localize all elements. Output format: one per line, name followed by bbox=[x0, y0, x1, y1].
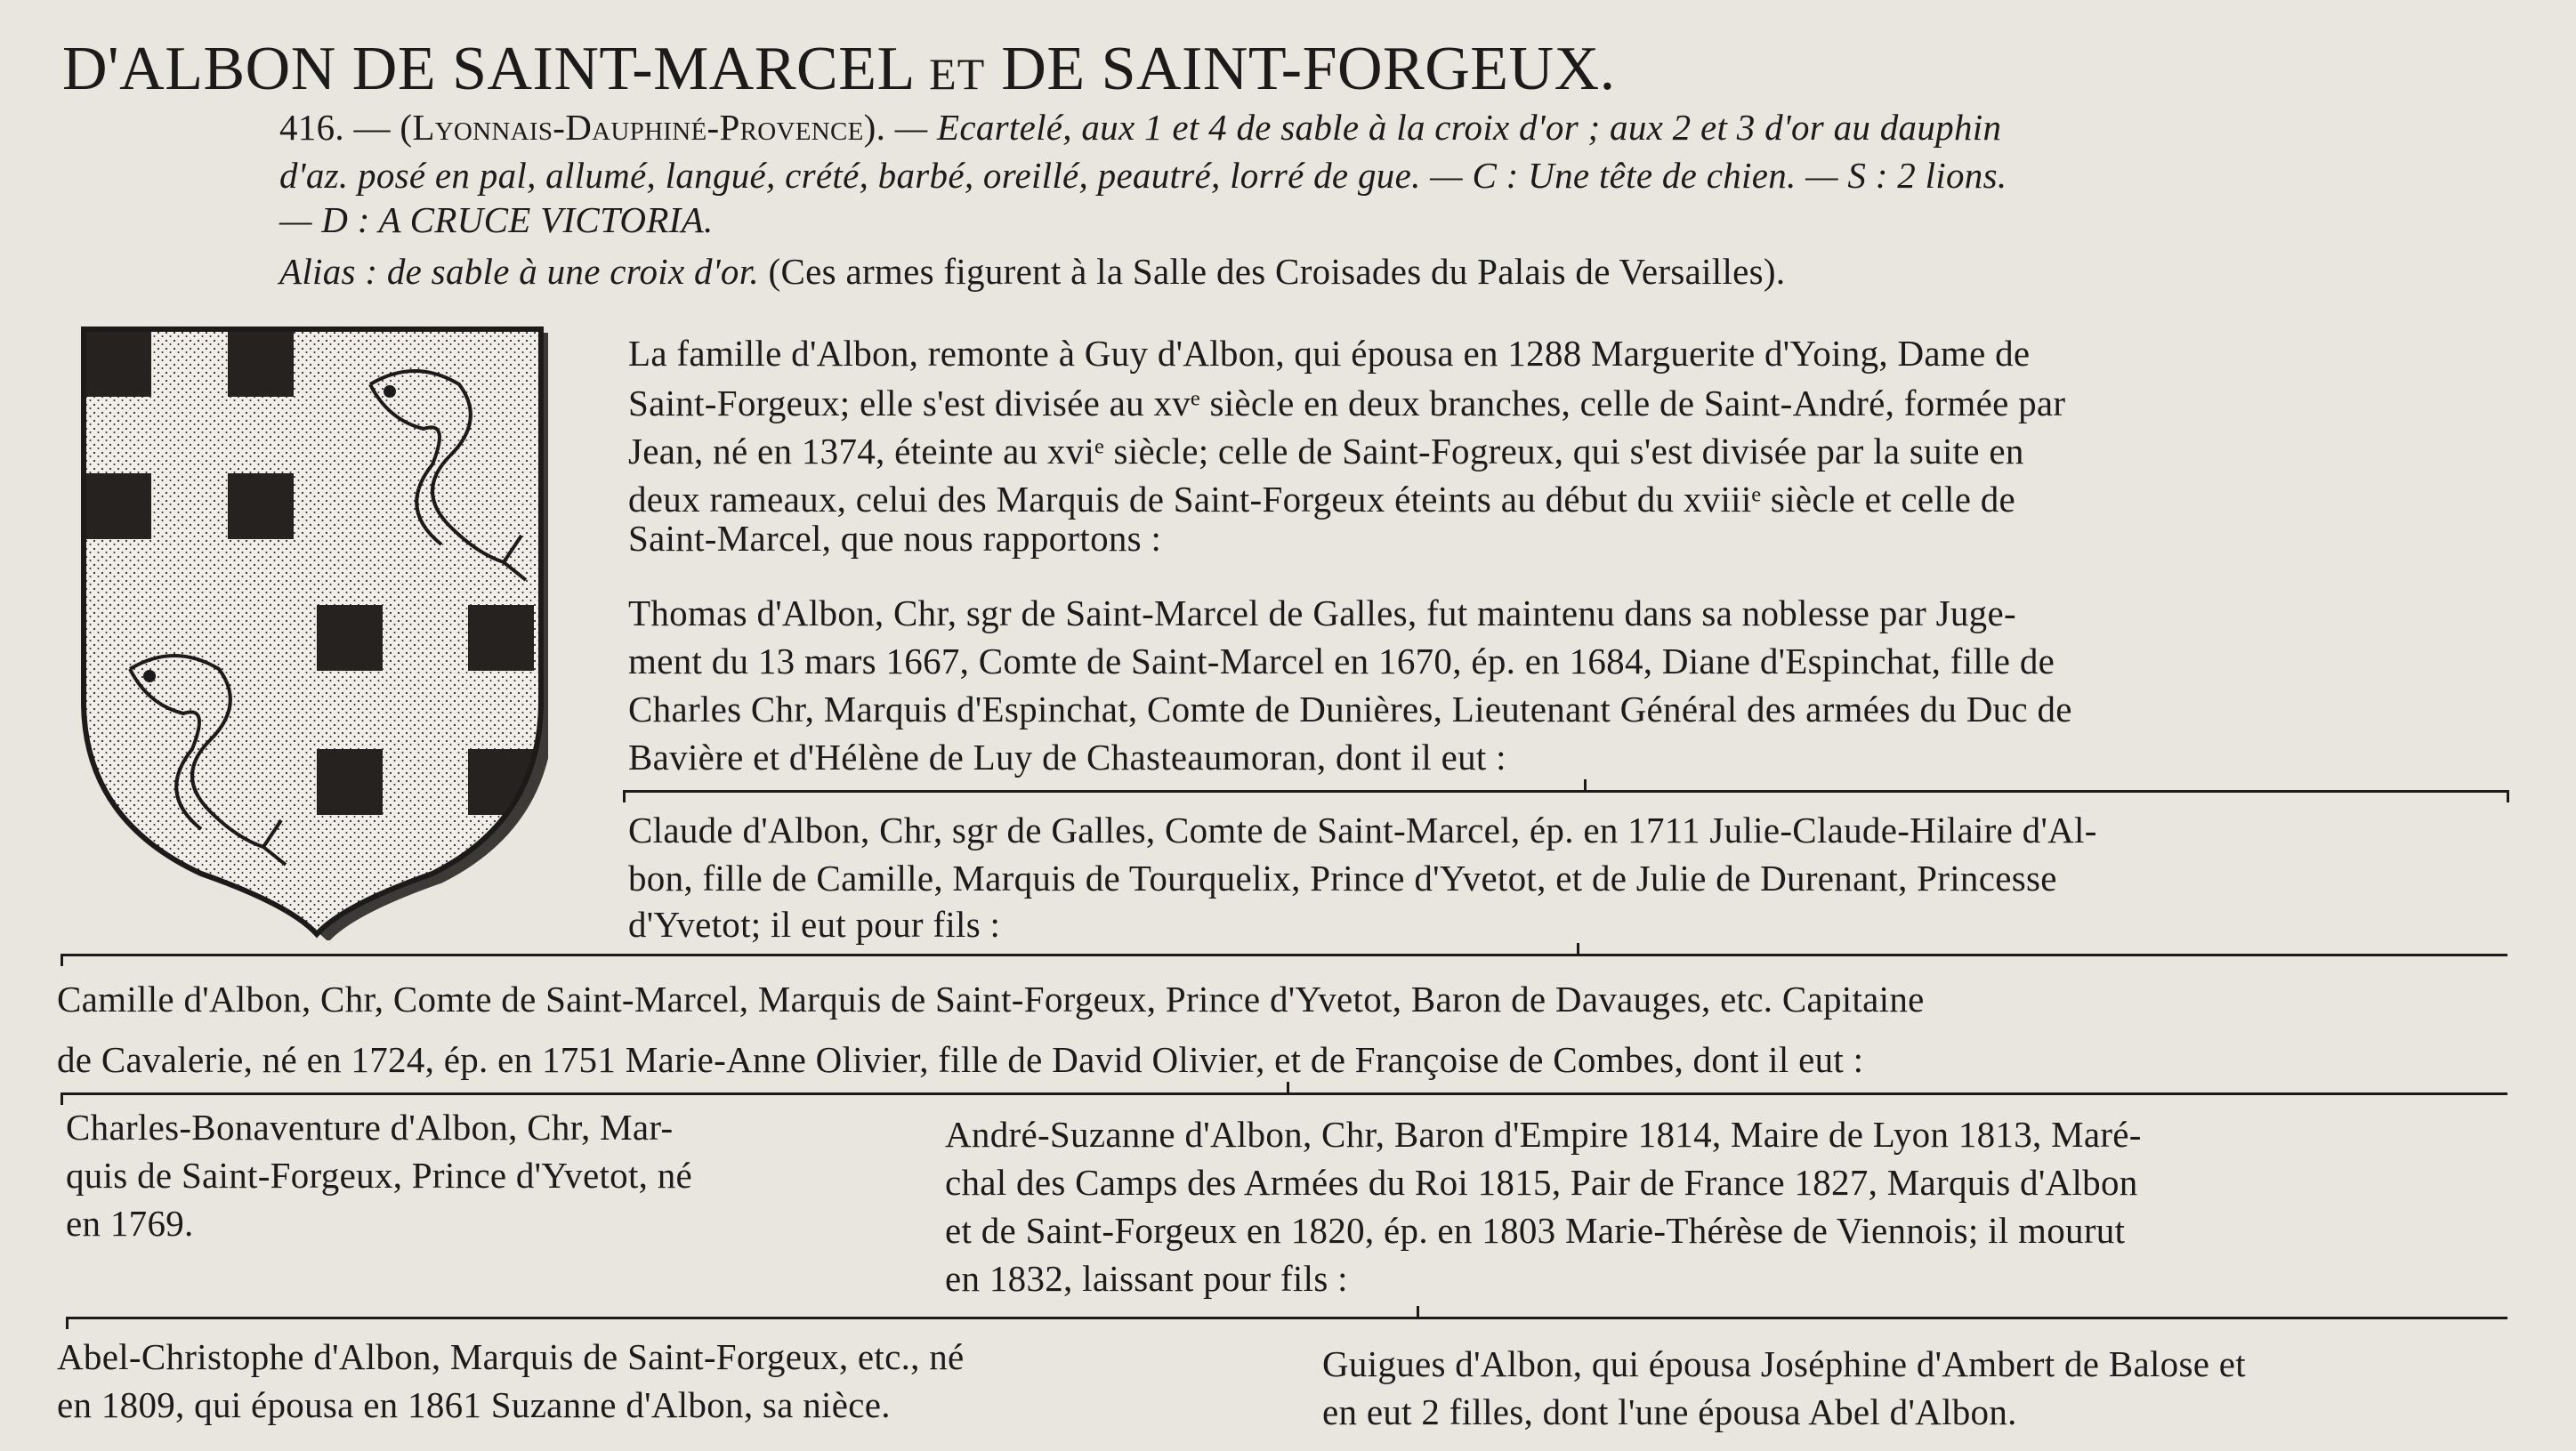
intro-line: Jean, né en 1374, éteinte au xviᵉ siècle; celle de Saint-Fogreux, qui s'est divisée par la suite en bbox=[628, 431, 2024, 472]
bracket-line-2 bbox=[61, 954, 2507, 956]
intro-line: deux rameaux, celui des Marquis de Saint-Forgeux éteints au début du xviiiᵉ siècle et celle de bbox=[628, 479, 2016, 520]
andre-suzanne-line: en 1832, laissant pour fils : bbox=[945, 1258, 1348, 1299]
charles-bonaventure-line: en 1769. bbox=[66, 1203, 194, 1244]
abel-christophe-line: en 1809, qui épousa en 1861 Suzanne d'Albon, sa nièce. bbox=[57, 1384, 891, 1425]
charles-bonaventure-line: quis de Saint-Forgeux, Prince d'Yvetot, né bbox=[66, 1155, 693, 1196]
bracket-line-1 bbox=[623, 790, 2509, 793]
alias-text: (Ces armes figurent à la Salle des Croisades du Palais de Versailles). bbox=[768, 251, 1786, 292]
title-part1: D'ALBON DE SAINT-MARCEL bbox=[62, 35, 914, 103]
entry-dash: — bbox=[353, 107, 391, 148]
blazon-line-1: — Ecartelé, aux 1 et 4 de sable à la croix d'or ; aux 2 et 3 d'or au dauphin bbox=[894, 107, 2002, 148]
blazon-line-2: d'az. posé en pal, allumé, langué, crété, barbé, oreillé, peautré, lorré de gue. — C : Une tête de chien. — S : 2 lions. bbox=[279, 155, 2007, 196]
title-et: ET bbox=[929, 49, 986, 99]
bracket-notch bbox=[1417, 1306, 1419, 1318]
bracket-notch bbox=[1577, 943, 1579, 955]
bracket-end bbox=[66, 1317, 69, 1329]
thomas-line: Charles Chr, Marquis d'Espinchat, Comte de Dunières, Lieutenant Général des armées du Duc de bbox=[628, 689, 2072, 730]
entry-number: 416. bbox=[279, 107, 344, 148]
guigues-line: Guigues d'Albon, qui épousa Joséphine d'Ambert de Balose et bbox=[1322, 1343, 2246, 1384]
bracket-line-3 bbox=[61, 1092, 2507, 1095]
thomas-line: ment du 13 mars 1667, Comte de Saint-Marcel en 1670, ép. en 1684, Diane d'Espinchat, fille de bbox=[628, 641, 2055, 681]
camille-line: Camille d'Albon, Chr, Comte de Saint-Marcel, Marquis de Saint-Forgeux, Prince d'Yvetot, Baron de Davauges, etc. Capitaine bbox=[57, 979, 1925, 1020]
bracket-end bbox=[623, 790, 626, 802]
camille-line: de Cavalerie, né en 1724, ép. en 1751 Marie-Anne Olivier, fille de David Olivier, et de Françoise de Combes, dont il eut : bbox=[57, 1039, 1864, 1080]
bracket-end bbox=[61, 1092, 63, 1105]
title-part2: DE SAINT-FORGEUX. bbox=[1001, 35, 1616, 103]
claude-line: bon, fille de Camille, Marquis de Tourquelix, Prince d'Yvetot, et de Julie de Durenant, Princesse bbox=[628, 858, 2057, 899]
entry-line-1 bbox=[279, 105, 2001, 149]
bracket-line-4 bbox=[66, 1317, 2507, 1319]
thomas-line: Bavière et d'Hélène de Luy de Chasteaumoran, dont il eut : bbox=[628, 737, 1506, 778]
bracket-end bbox=[2507, 790, 2509, 802]
alias-label: Alias : de sable à une croix d'or. bbox=[279, 251, 759, 292]
andre-suzanne-line: et de Saint-Forgeux en 1820, ép. en 1803 Marie-Thérèse de Viennois; il mourut bbox=[945, 1210, 2126, 1251]
alias-line bbox=[279, 249, 1785, 294]
andre-suzanne-line: André-Suzanne d'Albon, Chr, Baron d'Empire 1814, Maire de Lyon 1813, Maré- bbox=[945, 1114, 2142, 1155]
page-title bbox=[62, 34, 1616, 109]
intro-line: La famille d'Albon, remonte à Guy d'Albon, qui épousa en 1288 Marguerite d'Yoing, Dame de bbox=[628, 333, 2031, 374]
intro-line: Saint-Forgeux; elle s'est divisée au xvᵉ siècle en deux branches, celle de Saint-André, formée par bbox=[628, 383, 2066, 423]
blazon-line-3: — D : A CRUCE VICTORIA. bbox=[279, 199, 714, 240]
bracket-notch bbox=[1287, 1082, 1289, 1094]
abel-christophe-line: Abel-Christophe d'Albon, Marquis de Saint-Forgeux, etc., né bbox=[57, 1336, 965, 1377]
bracket-end bbox=[61, 954, 63, 966]
andre-suzanne-line: chal des Camps des Armées du Roi 1815, Pair de France 1827, Marquis d'Albon bbox=[945, 1162, 2138, 1203]
coat-of-arms bbox=[77, 322, 548, 940]
intro-line: Saint-Marcel, que nous rapportons : bbox=[628, 518, 1162, 559]
bracket-notch bbox=[1584, 779, 1587, 792]
claude-line: Claude d'Albon, Chr, sgr de Galles, Comte de Saint-Marcel, ép. en 1711 Julie-Claude-Hilaire d'Al- bbox=[628, 810, 2097, 850]
charles-bonaventure-line: Charles-Bonaventure d'Albon, Chr, Mar- bbox=[66, 1107, 674, 1148]
thomas-line: Thomas d'Albon, Chr, sgr de Saint-Marcel de Galles, fut maintenu dans sa noblesse par Juge- bbox=[628, 592, 2016, 633]
claude-line: d'Yvetot; il eut pour fils : bbox=[628, 904, 1001, 945]
entry-region: (Lyonnais-Dauphiné-Provence). bbox=[400, 107, 886, 148]
guigues-line: en eut 2 filles, dont l'une épousa Abel d'Albon. bbox=[1322, 1391, 2017, 1432]
